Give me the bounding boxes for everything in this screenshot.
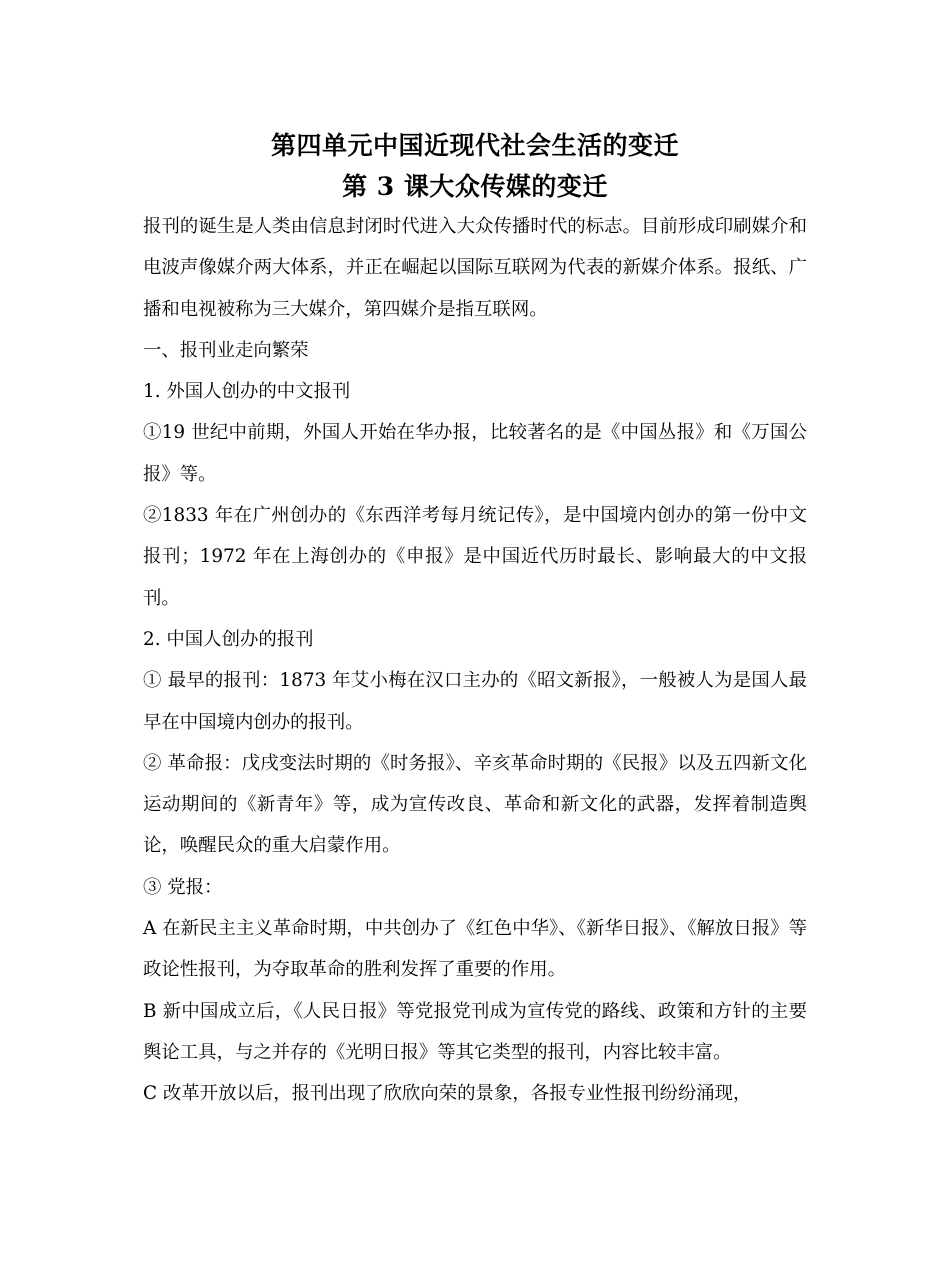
paragraph-intro: 报刊的诞生是人类由信息封闭时代进入大众传播时代的标志。目前形成印刷媒介和电波声像媒介两大体系，并正在崛起以国际互联网为代表的新媒介体系。报纸、广播和电视被称为三大媒介，第四媒介是指互联网。: [143, 216, 807, 320]
paragraph: ②1833 年在广州创办的《东西洋考每月统记传》，是中国境内创办的第一份中文报刊；1972 年在上海创办的《申报》是中国近代历时最长、影响最大的中文报刊。: [143, 505, 807, 609]
paragraph: ① 最早的报刊：1873 年艾小梅在汉口主办的《昭文新报》，一般被人为是国人最早在中国境内创办的报刊。: [143, 670, 807, 733]
paragraph: A 在新民主主义革命时期，中共创办了《红色中华》、《新华日报》、《解放日报》等政论性报刊，为夺取革命的胜利发挥了重要的作用。: [143, 918, 807, 981]
section-heading: 一、报刊业走向繁荣: [143, 339, 309, 361]
paragraph: B 新中国成立后，《人民日报》等党报党刊成为宣传党的路线、政策和方针的主要舆论工具，与之并存的《光明日报》等其它类型的报刊，内容比较丰富。: [143, 1000, 807, 1063]
paragraph: ② 革命报：戊戌变法时期的《时务报》、辛亥革命时期的《民报》以及五四新文化运动期间的《新青年》等，成为宣传改良、革命和新文化的武器，发挥着制造舆论，唤醒民众的重大启蒙作用。: [143, 752, 807, 857]
paragraph: ③ 党报：: [143, 876, 223, 898]
unit-title: 第四单元中国近现代社会生活的变迁: [270, 131, 679, 160]
paragraph: ①19 世纪中前期，外国人开始在华办报，比较著名的是《中国丛报》和《万国公报》等。: [143, 422, 807, 485]
lesson-title: 第 3 课大众传媒的变迁: [342, 172, 608, 201]
paragraph: C 改革开放以后，报刊出现了欣欣向荣的景象，各报专业性报刊纷纷涌现，: [143, 1083, 752, 1105]
subsection-heading: 1. 外国人创办的中文报刊: [143, 381, 351, 403]
body-text: [143, 206, 807, 1115]
subsection-heading: 2. 中国人创办的报刊: [143, 628, 314, 650]
title-block: [0, 126, 950, 208]
